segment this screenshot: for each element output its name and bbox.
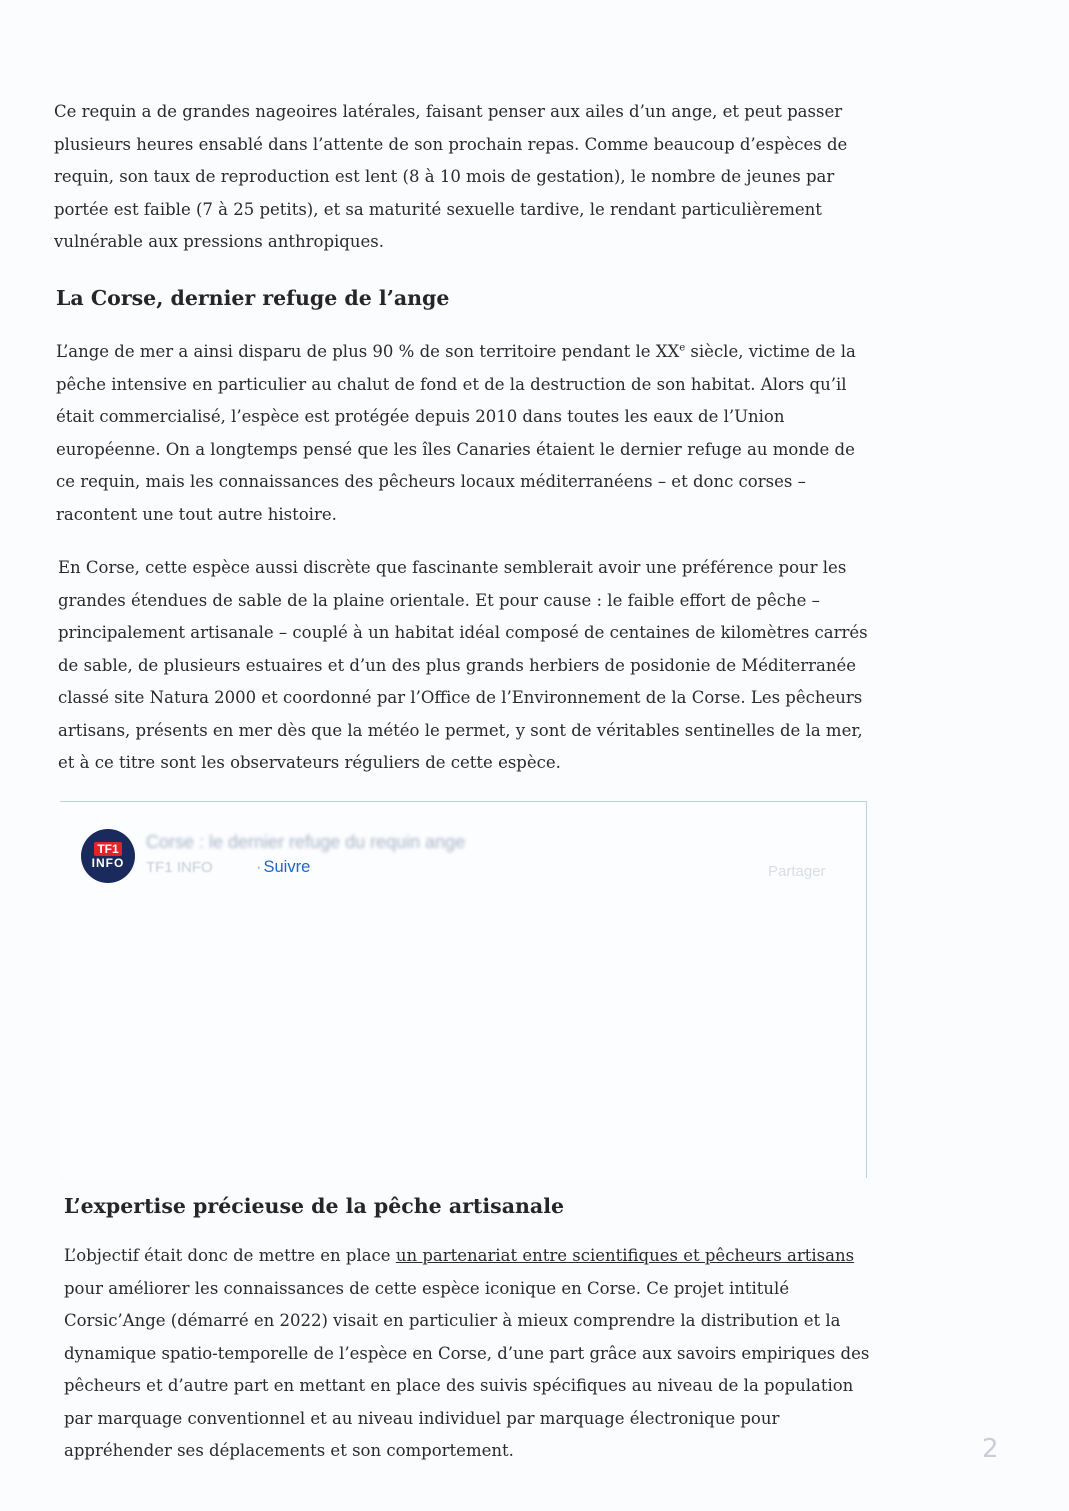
partnership-link[interactable]: un partenariat entre scientifiques et pêcheurs artisans bbox=[395, 1246, 855, 1265]
paragraph-intro: Ce requin a de grandes nageoires latérales, faisant penser aux ailes d’un ange, et peut passer plusieurs heures ensablé dans l’attente de son prochain repas. Comme beaucoup d’espèces de requin, son taux de reproduction est lent (8 à 10 mois de gestation), le nombre de jeunes par portée est faible (7 à 25 petits), et sa maturité sexuelle tardive, le rendant particulièrement vulnérable aux pressions anthropiques. bbox=[54, 102, 848, 251]
tf1-logo-top: TF1 bbox=[94, 842, 121, 856]
century-superscript: e bbox=[679, 342, 686, 354]
paragraph-corse-2: En Corse, cette espèce aussi discrète que fascinante semblerait avoir une préférence pour les grandes étendues de sable de la plaine orientale. Et pour cause : le faible effort de pêche – principalement artisanale – couplé à un habitat idéal composé de centaines de kilomètres carrés de sable, de plusieurs estuaires et d’un des plus grands herbiers de posidonie de Méditerranée classé site Natura 2000 et coordonné par l’Office de l’Environnement de la Corse. Les pêcheurs artisans, présents en mer dès que la météo le permet, y sont de véritables sentinelles de la mer, et à ce titre sont les observateurs réguliers de cette espèce. bbox=[58, 558, 868, 772]
tf1-info-logo[interactable] bbox=[81, 829, 135, 883]
page-number: 2 bbox=[982, 1434, 999, 1464]
video-channel-name[interactable]: TF1 INFO bbox=[146, 859, 213, 876]
paragraph-expertise bbox=[64, 1240, 884, 1468]
video-title[interactable]: Corse : le dernier refuge du requin ange bbox=[146, 832, 466, 852]
tf1-logo-bottom: INFO bbox=[91, 855, 125, 870]
paragraph-expertise-text: L’objectif était donc de mettre en place bbox=[64, 1246, 396, 1265]
follow-button[interactable] bbox=[256, 858, 310, 877]
share-button[interactable]: Partager bbox=[768, 863, 826, 880]
paragraph-corse-1-continued: siècle, victime de la pêche intensive en particulier au chalut de fond et de la destruction de son habitat. Alors qu’il était commercialisé, l’espèce est protégée depuis 2010 dans toutes les eaux de l’Union européenne. On a longtemps pensé que les îles Canaries étaient le dernier refuge au monde de ce requin, mais les connaissances des pêcheurs locaux méditerranéens – et donc corses – racontent une tout autre histoire. bbox=[56, 342, 856, 524]
paragraph-expertise-continued: pour améliorer les connaissances de cette espèce iconique en Corse. Ce projet intitulé Corsic’Ange (démarré en 2022) visait en particulier à mieux comprendre la distribution et la dynamique spatio-temporelle de l’espèce en Corse, d’une part grâce aux savoirs empiriques des pêcheurs et d’autre part en mettant en place des suivis spécifiques au niveau de la population par marquage conventionnel et au niveau individuel par marquage électronique pour appréhender ses déplacements et son comportement. bbox=[64, 1278, 870, 1460]
paragraph-corse-1-text: L’ange de mer a ainsi disparu de plus 90 % de son territoire pendant le XX bbox=[56, 342, 680, 361]
paragraph-corse-1 bbox=[56, 336, 876, 531]
heading-corse: La Corse, dernier refuge de l’ange bbox=[56, 286, 450, 310]
video-embed[interactable] bbox=[60, 801, 867, 1178]
separator-dot: · bbox=[256, 858, 262, 876]
follow-label: Suivre bbox=[263, 858, 311, 876]
heading-expertise: L’expertise précieuse de la pêche artisanale bbox=[64, 1194, 565, 1218]
